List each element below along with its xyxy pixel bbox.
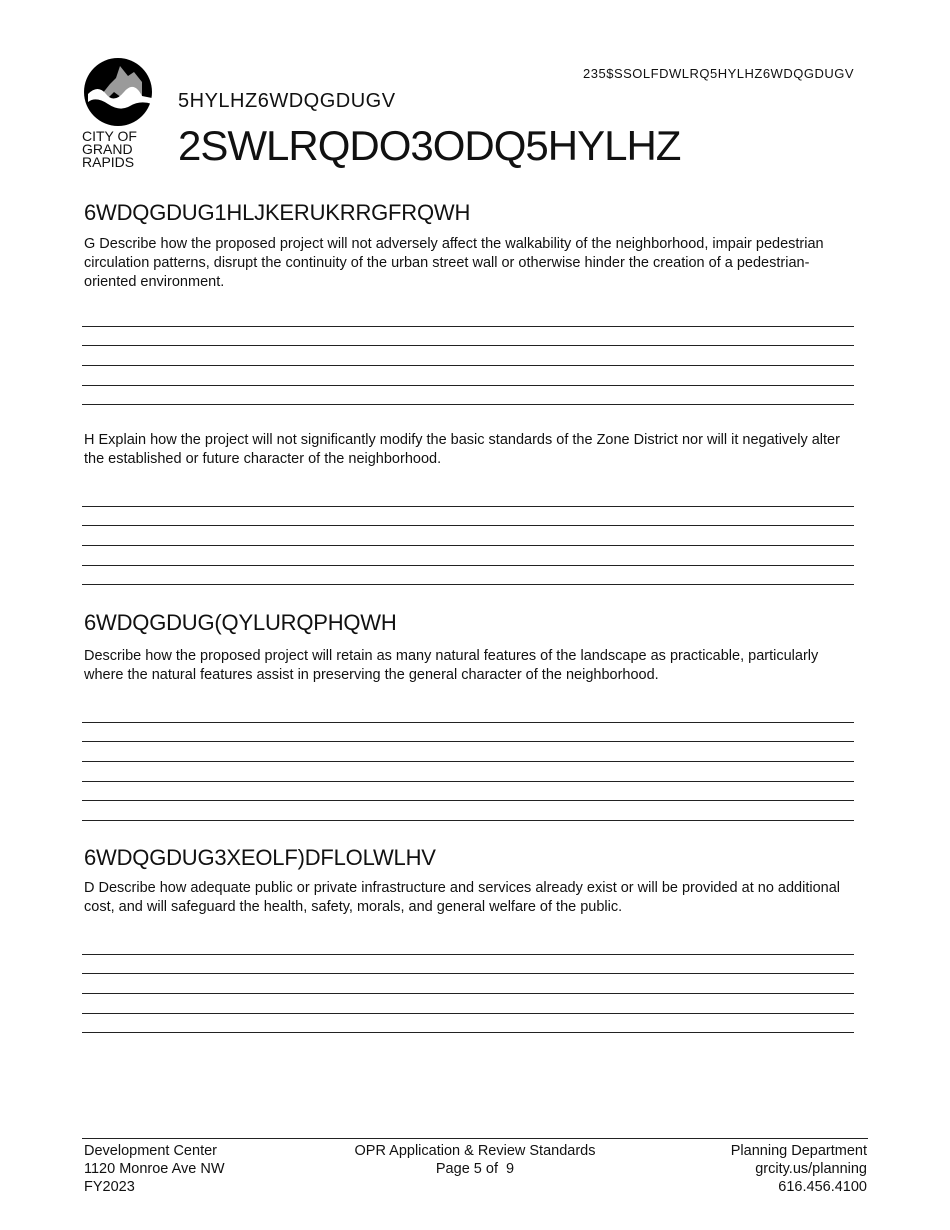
section-heading-public-facilities: 6WDQGDUG3XEOLF)DFLOLWLHV	[84, 845, 436, 870]
running-header: 235$SSOLFDWLRQ5HYLHZ6WDQGDUGV	[583, 66, 854, 81]
footer-left-line: FY2023	[84, 1179, 135, 1195]
question-marker: D	[84, 880, 95, 896]
question-neighborhood-d	[84, 235, 860, 292]
answer-lines-neighborhood-d[interactable]	[82, 307, 854, 405]
question-public-facilities-a	[84, 879, 860, 917]
footer-right-line: 616.456.4100	[778, 1179, 867, 1195]
logo-line-2: GRAND	[82, 141, 133, 157]
footer-left-line: 1120 Monroe Ave NW	[84, 1161, 225, 1177]
logo-line-1: CITY OF	[82, 128, 137, 144]
question-text: Describe how adequate public or private infrastructure and services already exist or will be provided at no additional cost, and will safeguard the health, safety, morals, and general welfare of the public.	[84, 880, 840, 915]
city-logo-text	[82, 130, 156, 169]
footer-right-line: Planning Department	[730, 1143, 867, 1159]
question-marker: G	[84, 236, 96, 252]
footer-page-number: Page 5 of 9	[435, 1161, 515, 1177]
question-text: Explain how the project will not significantly modify the basic standards of the Zone District nor will it negatively alter the established or future character of the neighborhood.	[84, 432, 840, 467]
footer-divider	[82, 1138, 868, 1139]
question-text: Describe how the proposed project will not adversely affect the walkability of the neighborhood, impair pedestrian circulation patterns, disrupt the continuity of the urban street wall or otherwise hinder the creation of a pedestrian-oriented environment.	[84, 236, 824, 290]
page-title: 2SWLRQDO3ODQ5HYLHZ	[178, 122, 681, 169]
answer-lines-neighborhood-e[interactable]	[82, 487, 854, 585]
question-marker: H	[84, 432, 95, 448]
question-text: Describe how the proposed project will retain as many natural features of the landscape as practicable, particularly where the natural features assist in preserving the general character of the neighborhood.	[84, 648, 819, 683]
section-heading-neighborhood: 6WDQGDUG1HLJKERUKRRGFRQWH	[84, 200, 471, 225]
section-heading-environment: 6WDQGDUG(QYLURQPHQWH	[84, 610, 397, 635]
logo-line-3: RAPIDS	[82, 154, 135, 170]
answer-lines-public-facilities-a[interactable]	[82, 935, 854, 1033]
footer-document-title: OPR Application & Review Standards	[354, 1143, 596, 1159]
question-neighborhood-e	[84, 431, 860, 469]
page-subtitle: 5HYLHZ6WDQGDUGV	[178, 90, 396, 112]
city-logo	[82, 54, 156, 170]
footer-right-line: grcity.us/planning	[755, 1161, 867, 1177]
city-logo-mark-icon	[82, 54, 156, 128]
footer-left	[84, 1142, 225, 1196]
footer-center	[300, 1142, 650, 1178]
question-environment	[84, 647, 860, 685]
footer-left-line: Development Center	[84, 1143, 217, 1159]
answer-lines-environment[interactable]	[82, 703, 854, 821]
footer-right	[731, 1142, 867, 1196]
